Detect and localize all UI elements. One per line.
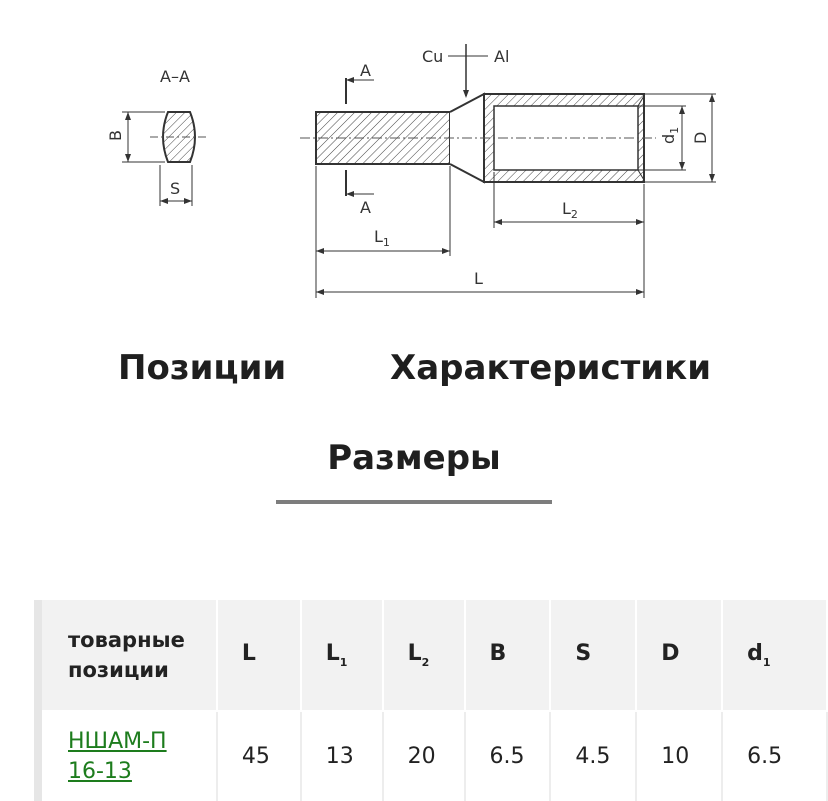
ferrule-side-view (300, 44, 716, 298)
tab-positions[interactable]: Позиции (118, 348, 287, 388)
column-header-product: товарные позиции (34, 600, 217, 711)
column-header-l2: $L_2$ (383, 600, 465, 711)
table-scroll-edge (34, 600, 42, 801)
column-header-d1: $d_1$ (722, 600, 827, 711)
material-label-cu: Cu (422, 47, 444, 66)
sizes-table (34, 600, 828, 801)
active-tab-indicator (276, 500, 552, 504)
table-cell-d1: 6.5 (722, 711, 827, 801)
column-header-l: L (217, 600, 301, 711)
table-cell-l1: 13 (301, 711, 383, 801)
column-header-d: D (636, 600, 722, 711)
tab-sizes[interactable]: Размеры (327, 438, 501, 478)
technical-drawing (0, 0, 828, 310)
table-header-row (34, 600, 827, 711)
section-view (106, 67, 206, 206)
section-title: A–A (160, 67, 190, 86)
dim-label-l2: $L_2$ (562, 199, 578, 221)
table-cell-l2: 20 (383, 711, 465, 801)
product-link[interactable]: НШАМ-П 16-13 (68, 728, 167, 784)
table-row (34, 711, 827, 801)
table-cell-b: 6.5 (465, 711, 551, 801)
material-label-al: Al (494, 47, 510, 66)
dim-label-d: D (691, 131, 710, 144)
table-cell-s: 4.5 (550, 711, 636, 801)
product-cell (34, 711, 217, 801)
dim-label-s: S (170, 179, 181, 198)
column-header-l1: $L_1$ (301, 600, 383, 711)
table-cell-l: 45 (217, 711, 301, 801)
dim-label-b: B (106, 130, 125, 141)
dim-label-l: L (474, 269, 483, 288)
table-cell-d: 10 (636, 711, 722, 801)
dim-label-d1: $d_1$ (659, 126, 681, 144)
column-header-s: S (550, 600, 636, 711)
section-mark-a-bottom: A (360, 198, 371, 217)
dim-label-l1: $L_1$ (374, 227, 390, 249)
column-header-b: B (465, 600, 551, 711)
section-mark-a-top: A (360, 61, 371, 80)
tab-characteristics[interactable]: Характеристики (390, 348, 712, 388)
sizes-table-container[interactable] (34, 600, 828, 801)
